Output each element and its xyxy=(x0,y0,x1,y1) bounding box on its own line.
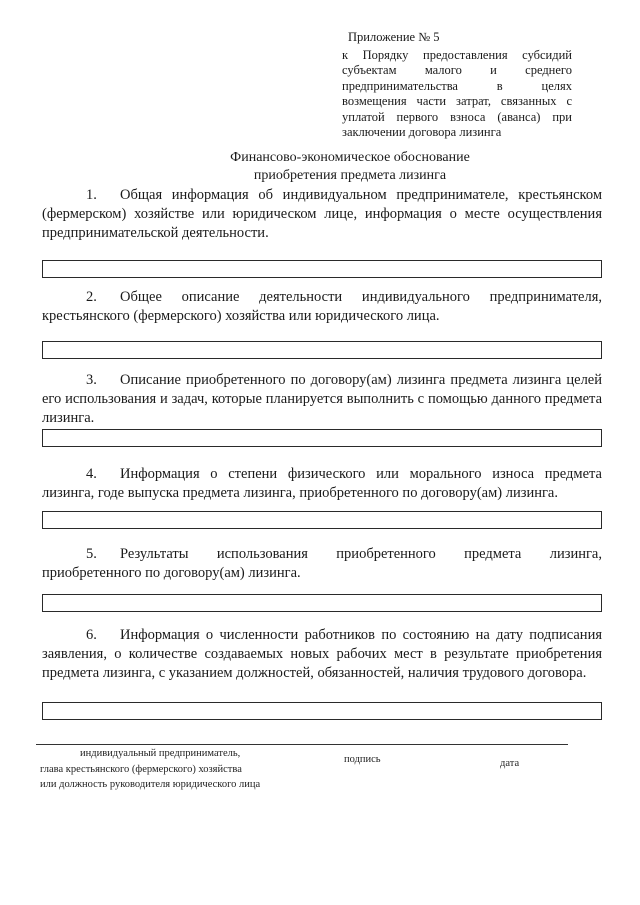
section-5 xyxy=(42,545,602,583)
section-2 xyxy=(42,288,602,326)
section-text: Результаты использования приобретенного предмета лизинга, приобретенного по договору(ам) лизинга. xyxy=(42,546,602,581)
signer-role-line-1: индивидуальный предприниматель, xyxy=(80,748,241,759)
answer-field-5[interactable] xyxy=(42,594,602,612)
section-number: 3. xyxy=(86,372,97,388)
appendix-line: заключении договора лизинга xyxy=(342,125,502,139)
appendix-line: уплатой первого взноса (аванса) при xyxy=(342,109,572,124)
section-text: Информация о степени физического или морального износа предмета лизинга, годе выпуска предмета лизинга, приобретенного по договору(ам) лизинга. xyxy=(42,466,602,501)
signer-role-line-3: или должность руководителя юридического лица xyxy=(40,779,261,790)
appendix-header xyxy=(342,30,572,141)
appendix-line: возмещения части затрат, связанных с xyxy=(342,94,572,108)
title-line-1: Финансово-экономическое обоснование xyxy=(230,150,470,165)
section-text: Общее описание деятельности индивидуального предпринимателя, крестьянского (фермерского) хозяйства или юридического лица. xyxy=(42,289,602,324)
section-number: 6. xyxy=(86,627,97,643)
signer-role-line-2: глава крестьянского (фермерского) хозяйства xyxy=(40,764,242,775)
section-3 xyxy=(42,371,602,428)
signature-line xyxy=(36,744,568,745)
section-number: 2. xyxy=(86,289,97,305)
section-number: 4. xyxy=(86,466,97,482)
section-text: Общая информация об индивидуальном предпринимателе, крестьянском (фермерском) хозяйстве или юридическом лице, информация о месте осуществления предпринимательской деятельности. xyxy=(42,187,602,241)
answer-field-3[interactable] xyxy=(42,429,602,447)
appendix-line: к Порядку предоставления субсидий xyxy=(342,47,572,62)
appendix-number: Приложение № 5 xyxy=(348,30,440,44)
appendix-line: субъектам малого и среднего xyxy=(342,63,572,77)
section-4 xyxy=(42,465,602,503)
section-text: Описание приобретенного по договору(ам) лизинга предмета лизинга целей его использования и задач, которые планируется выполнить с помощью данного предмета лизинга. xyxy=(42,372,602,426)
section-6 xyxy=(42,626,602,683)
answer-field-2[interactable] xyxy=(42,341,602,359)
document-title xyxy=(150,149,550,185)
section-number: 5. xyxy=(86,546,97,562)
appendix-line: предпринимательства в целях xyxy=(342,78,572,93)
section-text: Информация о численности работников по состоянию на дату подписания заявления, о количестве создаваемых новых рабочих мест в результате приобретения предмета лизинга, с указанием должностей, обязанностей, наличия трудового договора. xyxy=(42,627,602,681)
answer-field-1[interactable] xyxy=(42,260,602,278)
section-1 xyxy=(42,186,602,243)
section-number: 1. xyxy=(86,187,97,203)
answer-field-6[interactable] xyxy=(42,702,602,720)
answer-field-4[interactable] xyxy=(42,511,602,529)
date-label: дата xyxy=(500,758,520,769)
title-line-2: приобретения предмета лизинга xyxy=(253,168,447,183)
signature-label: подпись xyxy=(344,754,381,765)
